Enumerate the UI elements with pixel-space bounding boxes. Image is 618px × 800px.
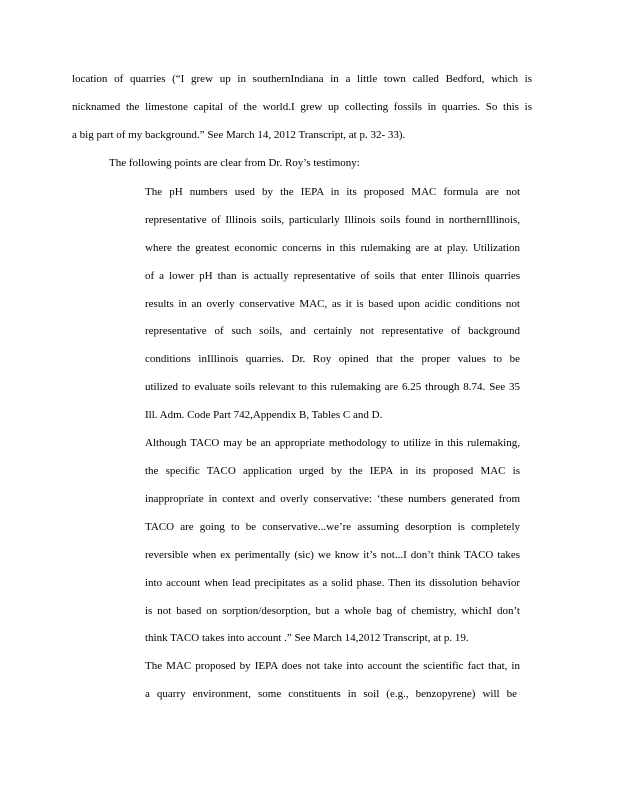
bullet-2-line: is not based on sorption/desorption, but a whole bag of chemistry, whichI don’t [145, 605, 520, 617]
bullet-2-line: think TACO takes into account .” See March 14,2012 Transcript, at p. 19. [145, 632, 469, 644]
bullet-3-line: a quarry environment, some constituents in soil (e.g., benzopyrene) will be [145, 688, 517, 700]
bullet-1-line: representative of Illinois soils, particularly Illinois soils found in northernIllinois, [145, 214, 520, 226]
bullet-3-line: The MAC proposed by IEPA does not take into account the scientific fact that, in [145, 660, 520, 672]
bullet-1-line: of a lower pH than is actually representative of soils that enter Illinois quarries [145, 270, 520, 282]
bullet-1-line: conditions inIllinois quarries. Dr. Roy opined that the proper values to be [145, 353, 520, 365]
bullet-2-line: Although TACO may be an appropriate methodology to utilize in this rulemaking, [145, 437, 520, 449]
bullet-1-line: Ill. Adm. Code Part 742,Appendix B, Tables C and D. [145, 409, 383, 421]
lead-in-sentence: The following points are clear from Dr. Roy’s testimony: [109, 157, 360, 169]
intro-line: nicknamed the limestone capital of the world.I grew up collecting fossils in quarries. So this is [72, 101, 532, 113]
bullet-1-line: results in an overly conservative MAC, as it is based upon acidic conditions not [145, 298, 520, 310]
bullet-2-line: into account when lead precipitates as a solid phase. Then its dissolution behavior [145, 577, 520, 589]
bullet-1-line: representative of such soils, and certainly not representative of background [145, 325, 520, 337]
bullet-2-line: the specific TACO application urged by the IEPA in its proposed MAC is [145, 465, 520, 477]
intro-line: a big part of my background.” See March 14, 2012 Transcript, at p. 32- 33). [72, 129, 406, 141]
bullet-1-line: where the greatest economic concerns in this rulemaking are at play. Utilization [145, 242, 520, 254]
intro-line: location of quarries (“I grew up in southernIndiana in a little town called Bedford, which is [72, 73, 532, 85]
bullet-1-line: utilized to evaluate soils relevant to this rulemaking are 6.25 through 8.74. See 35 [145, 381, 520, 393]
bullet-1-line: The pH numbers used by the IEPA in its proposed MAC formula are not [145, 186, 520, 198]
bullet-2-line: inappropriate in context and overly conservative: ‘these numbers generated from [145, 493, 520, 505]
bullet-2-line: TACO are going to be conservative...we’re assuming desorption is completely [145, 521, 520, 533]
bullet-2-line: reversible when ex perimentally (sic) we know it’s not...I don’t think TACO takes [145, 549, 520, 561]
